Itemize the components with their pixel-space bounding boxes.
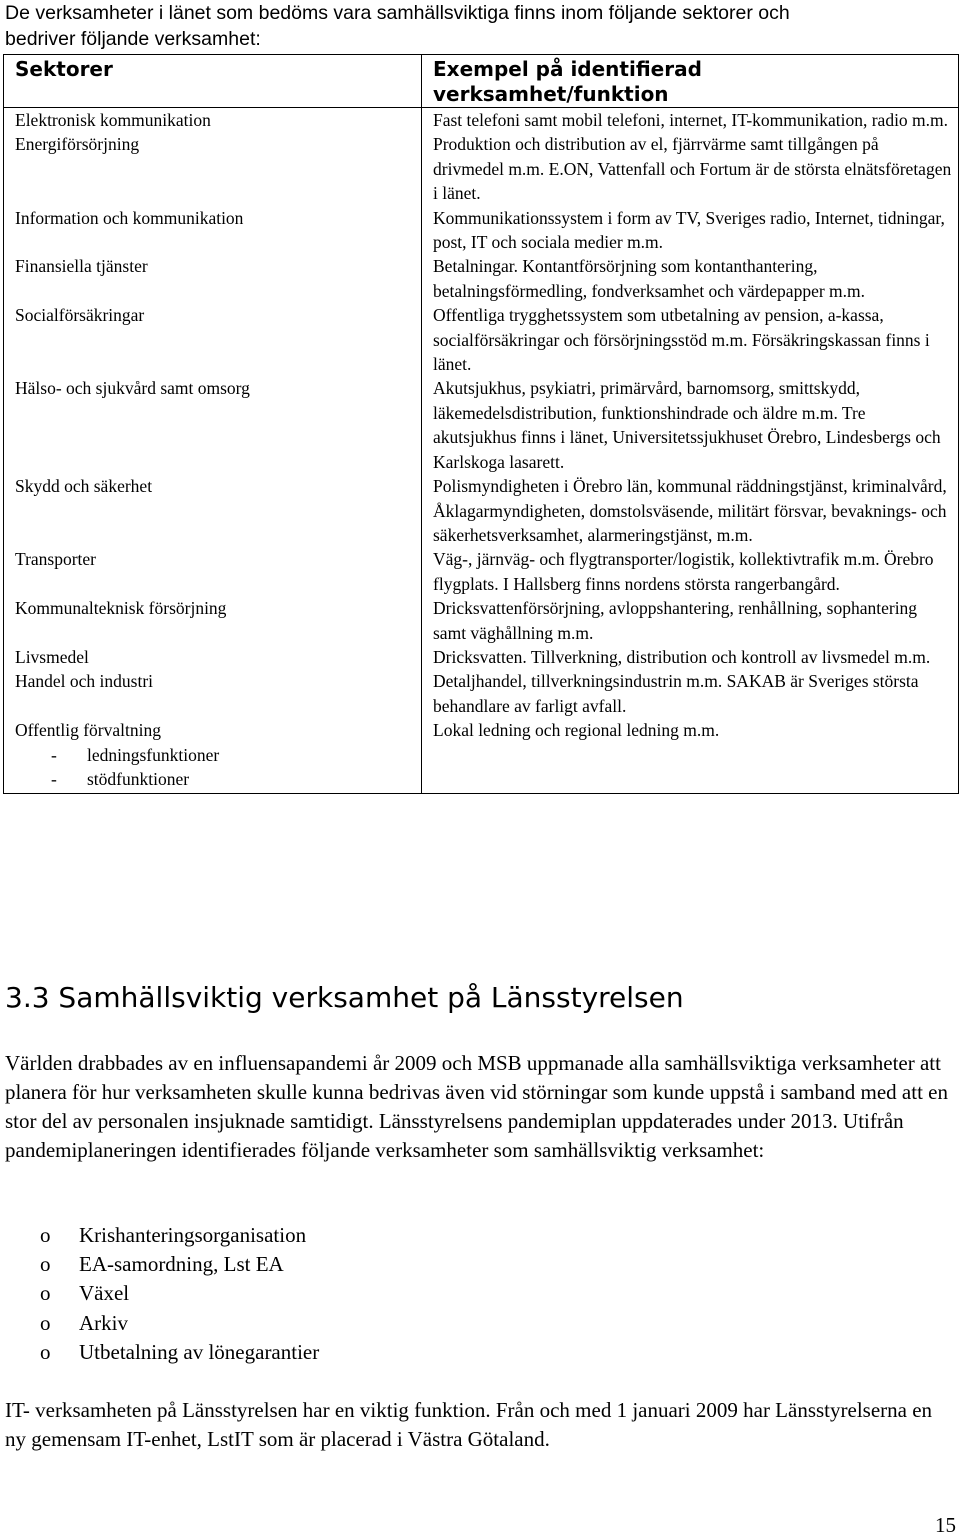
list-item: o Utbetalning av lönegarantier xyxy=(5,1338,319,1367)
section-heading: 3.3 Samhällsviktig verksamhet på Länsstyrelsen xyxy=(5,981,684,1014)
table-row xyxy=(4,669,959,718)
sector-cell: Finansiella tjänster xyxy=(4,254,422,303)
sector-cell: Socialförsäkringar xyxy=(4,303,422,376)
bullet-symbol: o xyxy=(40,1252,51,1277)
paragraph: Världen drabbades av en influensapandemi år 2009 och MSB uppmanade alla samhällsviktiga verksamheter att planera för hur verksamheten skulle kunna bedrivas även vid störningar som kunde uppstå i samband med att en stor del av personalen insjuknade samtidigt. Länsstyrelsens pandemiplan uppdaterades under 2013. Utifrån pandemiplaneringen identifierades följande verksamheter som samhällsviktig verksamhet: xyxy=(5,1051,948,1162)
activity-list xyxy=(5,1221,319,1367)
intro-line-2: bedriver följande verksamhet: xyxy=(5,28,261,50)
table-row xyxy=(4,596,959,645)
table-row xyxy=(4,474,959,547)
example-cell: Offentliga trygghetssystem som utbetalning av pension, a-kassa, socialförsäkringar och försörjningsstöd m.m. Försäkringskassan finns i länet. xyxy=(422,303,959,376)
sub-item: - stödfunktioner xyxy=(51,768,190,789)
sector-cell xyxy=(4,718,422,794)
example-cell: Betalningar. Kontantförsörjning som kontanthantering, betalningsförmedling, fondverksamhet och värdepapper m.m. xyxy=(422,254,959,303)
list-item: o EA-samordning, Lst EA xyxy=(5,1250,319,1279)
sector-cell: Kommunalteknisk försörjning xyxy=(4,596,422,645)
example-cell: Kommunikationssystem i form av TV, Sveriges radio, Internet, tidningar, post, IT och sociala medier m.m. xyxy=(422,206,959,255)
header-examples: Exempel på identifierad verksamhet/funktion xyxy=(422,55,959,108)
table-row xyxy=(4,254,959,303)
bullet-symbol: o xyxy=(40,1223,51,1247)
table-row xyxy=(4,645,959,669)
list-item: o Arkiv xyxy=(5,1309,319,1338)
sector-label: Offentlig förvaltning xyxy=(15,720,161,741)
example-cell: Lokal ledning och regional ledning m.m. xyxy=(422,718,959,794)
table-row xyxy=(4,108,959,133)
example-cell: Fast telefoni samt mobil telefoni, internet, IT-kommunikation, radio m.m. xyxy=(422,108,959,133)
sector-cell: Handel och industri xyxy=(4,669,422,718)
table-row xyxy=(4,206,959,255)
sector-cell: Livsmedel xyxy=(4,645,422,669)
sector-cell: Information och kommunikation xyxy=(4,206,422,255)
sector-cell: Transporter xyxy=(4,547,422,596)
table-header-row xyxy=(4,55,959,108)
intro-line-1: De verksamheter i länet som bedöms vara samhällsviktiga finns inom följande sektorer och xyxy=(5,2,790,24)
table-row xyxy=(4,376,959,474)
example-cell: Polismyndigheten i Örebro län, kommunal räddningstjänst, kriminalvård, Åklagarmyndigheten, domstolsväsende, militärt försvar, bevaknings- och säkerhetsverksamhet, alarmeringstjänst, m.m. xyxy=(422,474,959,547)
list-item: o Växel xyxy=(5,1279,319,1308)
table-row xyxy=(4,718,959,794)
bullet-symbol: o xyxy=(40,1339,51,1364)
example-cell: Dricksvattenförsörjning, avloppshantering, renhållning, sophantering samt väghållning m.m. xyxy=(422,596,959,645)
list-item: o Krishanteringsorganisation xyxy=(5,1221,319,1250)
example-cell: Akutsjukhus, psykiatri, primärvård, barnomsorg, smittskydd, läkemedelsdistribution, funktionshindrade och äldre m.m. Tre akutsjukhus finns i länet, Universitetssjukhuset Örebro, Lindesbergs och Karlskoga lasarett. xyxy=(422,376,959,474)
example-cell: Väg-, järnväg- och flygtransporter/logistik, kollektivtrafik m.m. Örebro flygplats. I Hallsberg finns nordens största rangerbangård. xyxy=(422,547,959,596)
sector-cell: Energiförsörjning xyxy=(4,132,422,205)
sector-cell: Elektronisk kommunikation xyxy=(4,108,422,133)
sector-cell: Hälso- och sjukvård samt omsorg xyxy=(4,376,422,474)
header-sectors: Sektorer xyxy=(4,55,422,108)
example-cell: Dricksvatten. Tillverkning, distribution och kontroll av livsmedel m.m. xyxy=(422,645,959,669)
intro-text xyxy=(5,0,950,52)
example-cell: Detaljhandel, tillverkningsindustrin m.m. SAKAB är Sveriges största behandlare av farligt avfall. xyxy=(422,669,959,718)
table-row xyxy=(4,547,959,596)
example-cell: Produktion och distribution av el, fjärrvärme samt tillgången på drivmedel m.m. E.ON, Vattenfall och Fortum är de största elnätsföretagen i länet. xyxy=(422,132,959,205)
bullet-symbol: o xyxy=(40,1281,51,1306)
sector-table xyxy=(3,54,959,794)
sub-item: - ledningsfunktioner xyxy=(51,744,220,765)
sector-cell: Skydd och säkerhet xyxy=(4,474,422,547)
table-row xyxy=(4,303,959,376)
bullet-symbol: o xyxy=(40,1310,51,1335)
page-number: 15 xyxy=(935,1513,956,1537)
paragraph: IT- verksamheten på Länsstyrelsen har en viktig funktion. Från och med 1 januari 2009 har Länsstyrelserna en ny gemensam IT-enhet, LstIT som är placerad i Västra Götaland. xyxy=(5,1398,933,1451)
table-row xyxy=(4,132,959,205)
